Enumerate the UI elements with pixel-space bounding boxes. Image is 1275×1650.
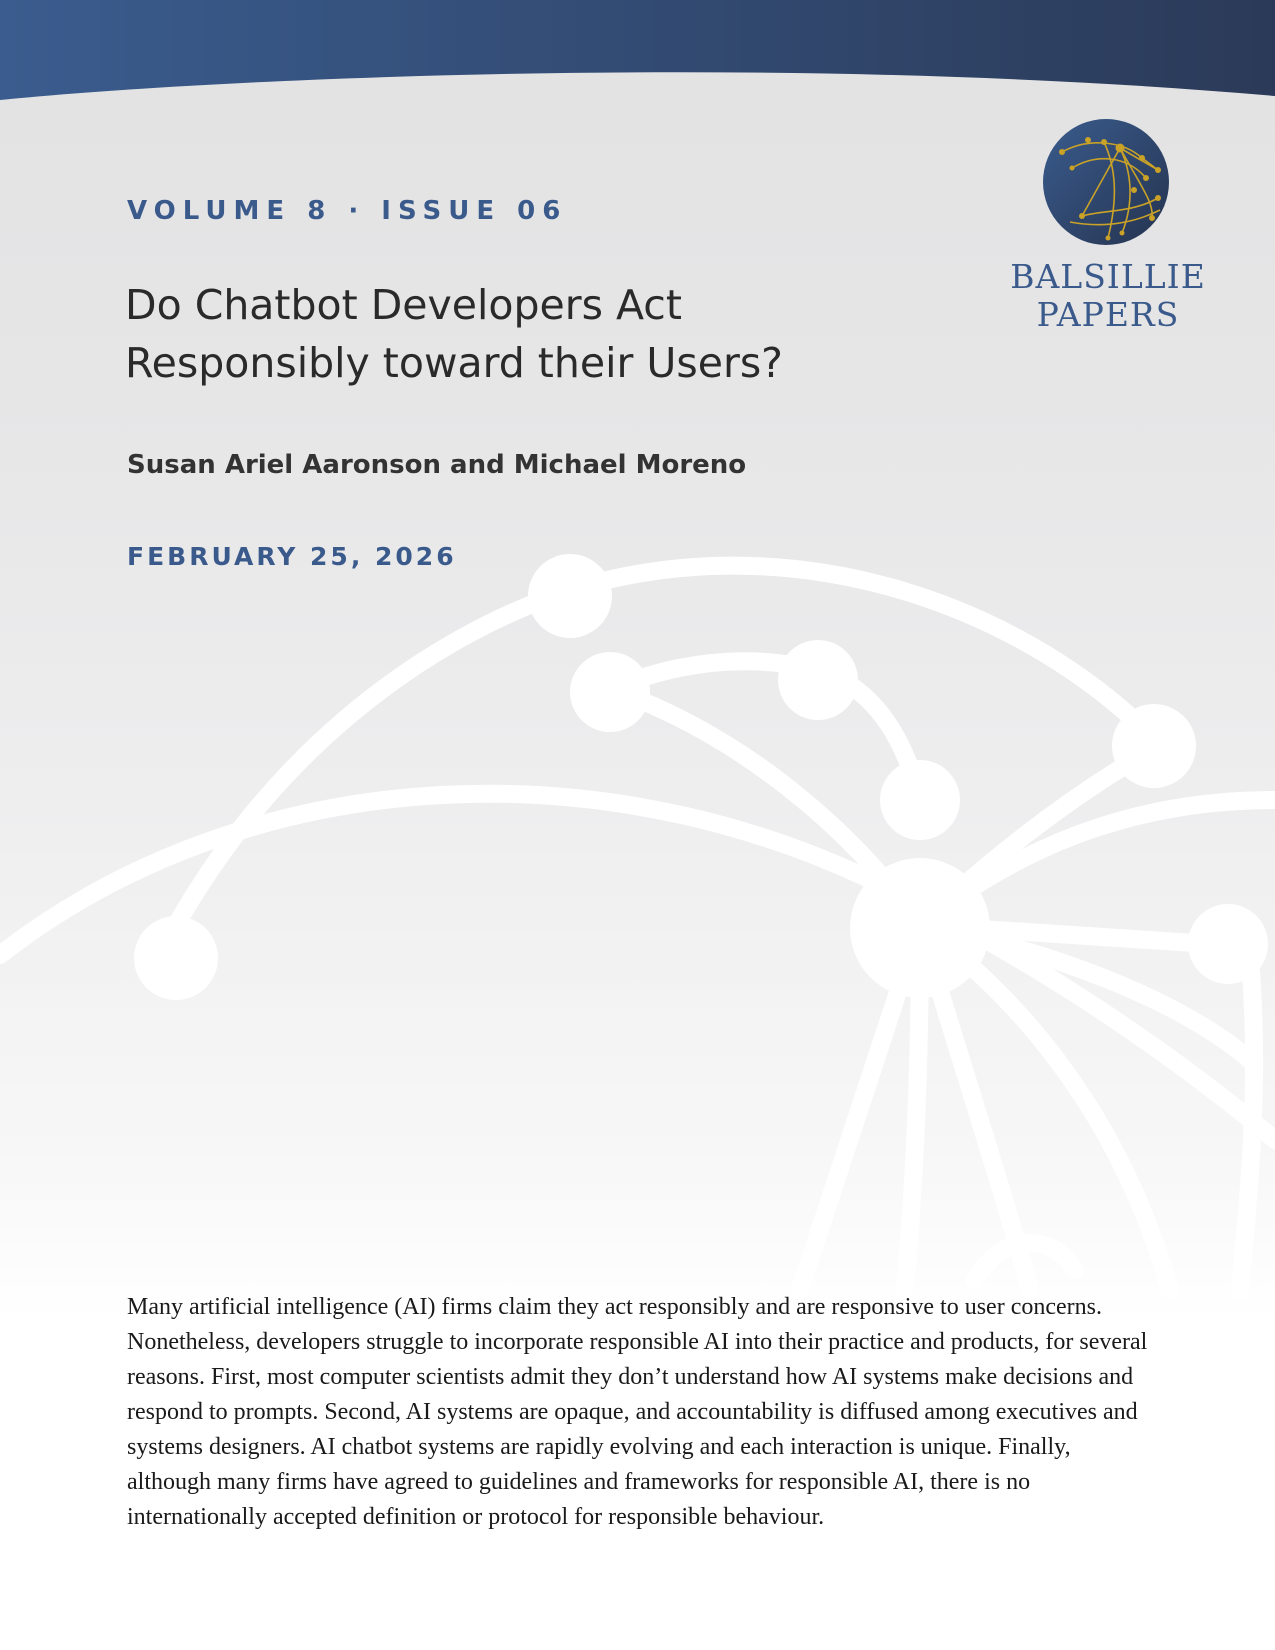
logo-line-1: BALSILLIE bbox=[1010, 257, 1206, 296]
publication-date: FEBRUARY 25, 2026 bbox=[127, 542, 457, 571]
title-line-2: Responsibly toward their Users? bbox=[125, 339, 783, 387]
page-title bbox=[125, 276, 885, 392]
network-globe-icon bbox=[1042, 118, 1170, 246]
logo-line-2: PAPERS bbox=[1036, 295, 1180, 334]
volume-issue-label: VOLUME 8 · ISSUE 06 bbox=[127, 196, 568, 226]
balsillie-papers-logo bbox=[1010, 118, 1210, 338]
authors: Susan Ariel Aaronson and Michael Moreno bbox=[127, 450, 747, 480]
title-line-1: Do Chatbot Developers Act bbox=[125, 281, 682, 329]
logo-wordmark bbox=[1010, 258, 1206, 334]
abstract-paragraph: Many artificial intelligence (AI) firms claim they act responsibly and are responsive to user concerns. Nonetheless, developers struggle to incorporate responsible AI into their practice and products, for several reasons. First, most computer scientists admit they don’t understand how AI systems make decisions and respond to prompts. Second, AI systems are opaque, and accountability is diffused among executives and systems designers. AI chatbot systems are rapidly evolving and each interaction is unique. Finally, although many firms have agreed to guidelines and frameworks for responsible AI, there is no internationally accepted definition or protocol for responsible behaviour. bbox=[127, 1294, 1148, 1530]
